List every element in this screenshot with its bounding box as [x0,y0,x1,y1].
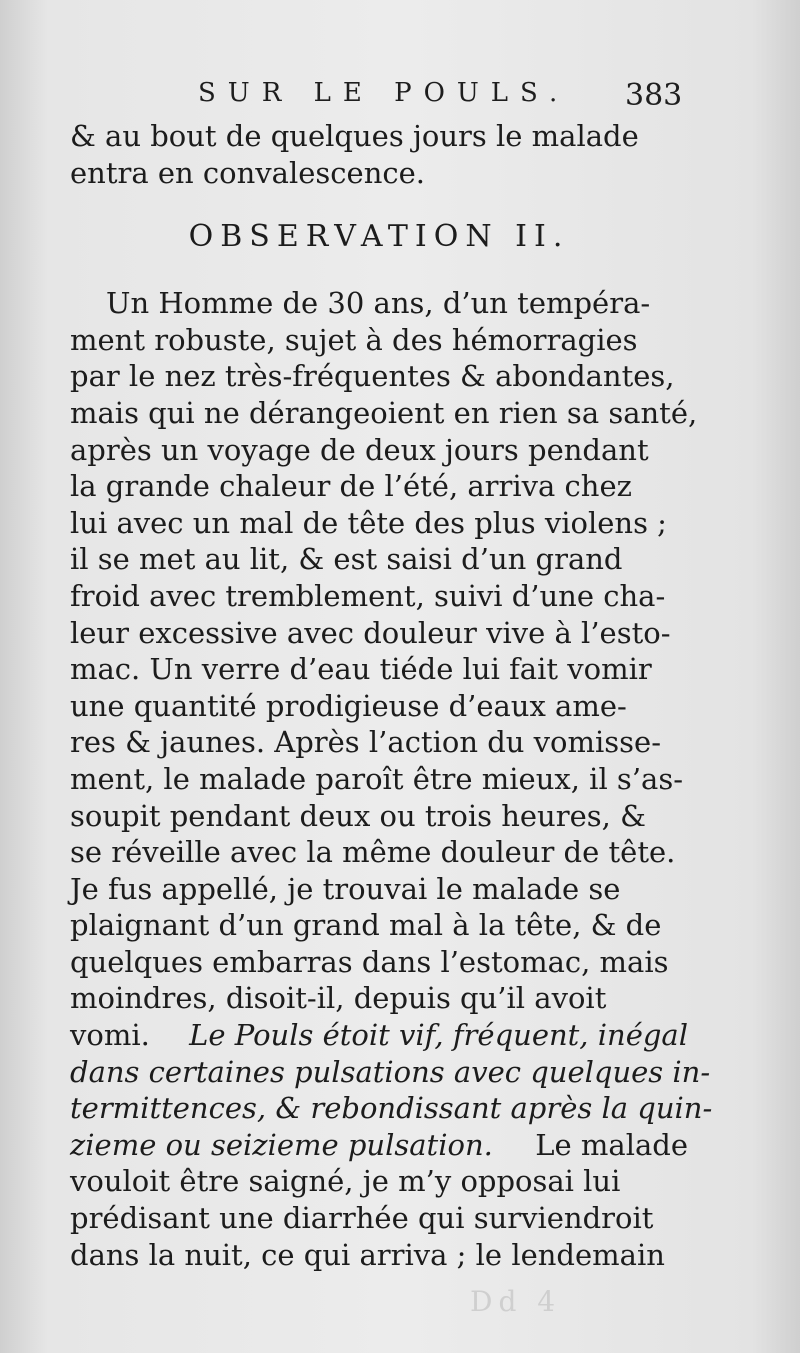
text-line: leur excessive avec douleur vive à l’esto- [70,615,671,650]
italic-line: termittences, & rebondissant après la quin- [70,1091,713,1126]
text-line: lui avec un mal de tête des plus violens ; [70,505,667,540]
text-line-mixed [70,1127,688,1164]
text-line: par le nez très-fréquentes & abondantes, [70,359,675,394]
page-number: 383 [625,78,683,113]
text-line: Un Homme de 30 ans, d’un tempéra- [106,286,651,321]
text-line: mais qui ne dérangeoient en rien sa santé, [70,395,698,430]
italic-run: Le Pouls étoit vif, fréquent, inégal [189,1018,688,1053]
page-header [0,78,800,118]
text-line-mixed [70,1017,688,1054]
text-run: vomi. [70,1018,150,1053]
running-head: SUR LE POULS. [198,78,570,108]
section-heading: OBSERVATION II. [188,218,570,254]
text-line: après un voyage de deux jours pendant [70,432,649,467]
text-line: quelques embarras dans l’estomac, mais [70,944,669,979]
text-line: vouloit être saigné, je m’y opposai lui [70,1164,621,1199]
text-line: & au bout de quelques jours le malade [70,119,639,153]
text-line: Je fus appellé, je trouvai le malade se [70,871,621,906]
text-line: moindres, disoit-il, depuis qu’il avoit [70,981,607,1016]
text-run: Le malade [535,1127,688,1162]
text-line: une quantité prodigieuse d’eaux ame- [70,688,627,723]
text-line: res & jaunes. Après l’action du vomisse- [70,725,662,760]
text-line: froid avec tremblement, suivi d’une cha- [70,578,666,613]
text-line: il se met au lit, & est saisi d’un grand [70,542,623,577]
text-line: la grande chaleur de l’été, arriva chez [70,469,632,504]
text-line: soupit pendant deux ou trois heures, & [70,798,646,833]
text-line: prédisant une diarrhée qui surviendroit [70,1201,654,1236]
italic-line: dans certaines pulsations avec quelques in- [70,1054,711,1089]
text-line: dans la nuit, ce qui arriva ; le lendemain [70,1237,665,1272]
text-line: ment robuste, sujet à des hémorragies [70,322,638,357]
italic-run: zieme ou seizieme pulsation. [70,1127,493,1162]
signature-mark: Dd 4 [470,1285,562,1318]
body-text [70,118,713,1273]
text-line: se réveille avec la même douleur de tête. [70,835,676,870]
text-line: mac. Un verre d’eau tiéde lui fait vomir [70,652,652,687]
text-line: plaignant d’un grand mal à la tête, & de [70,908,662,943]
text-line: ment, le malade paroît être mieux, il s’as- [70,761,684,796]
text-line: entra en convalescence. [70,155,425,190]
